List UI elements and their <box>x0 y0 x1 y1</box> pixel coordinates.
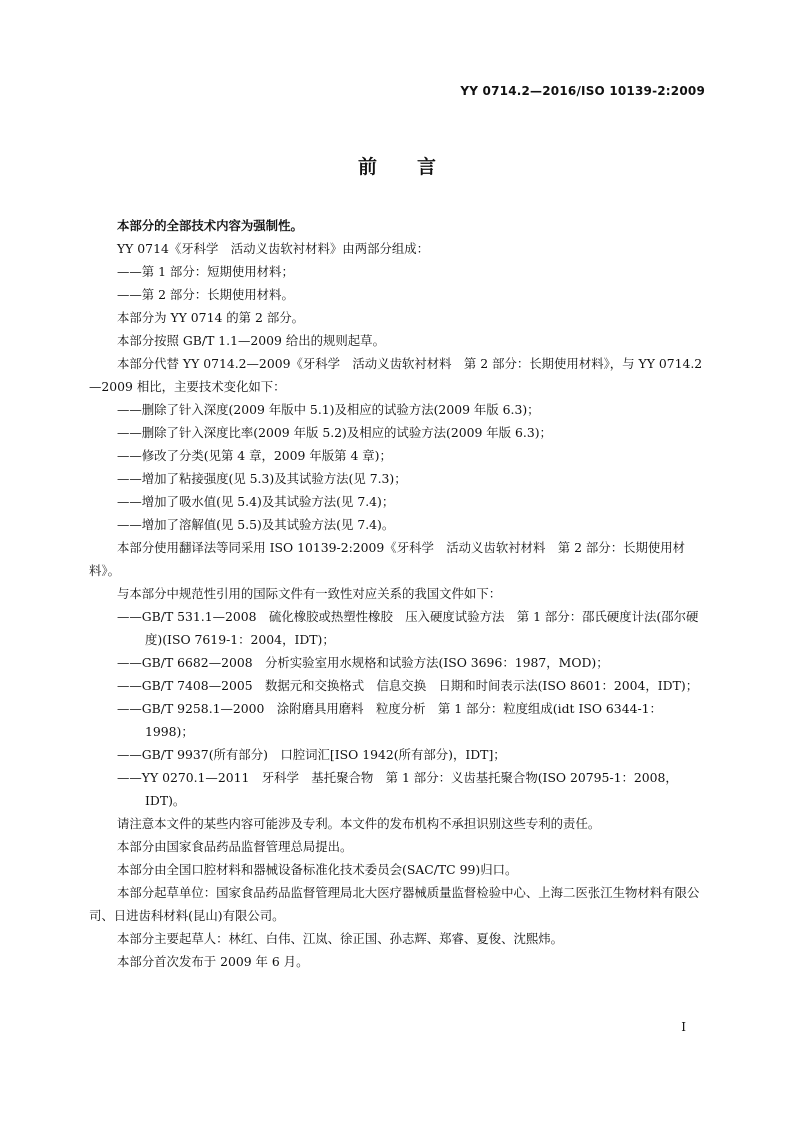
list-item: ——GB/T 9258.1—2000 涂附磨具用磨料 粒度分析 第 1 部分：粒度组成(idt ISO 6344-1：1998)； <box>117 701 662 739</box>
list-item: ——删除了针入深度(2009 年版中 5.1)及相应的试验方法(2009 年版 6.3)； <box>117 402 540 417</box>
paragraph: 本部分为 YY 0714 的第 2 部分。 <box>117 310 304 325</box>
paragraph: 本部分的全部技术内容为强制性。 <box>117 218 303 233</box>
list-item: ——第 2 部分：长期使用材料。 <box>117 287 294 302</box>
paragraph: 本部分起草单位：国家食品药品监督管理局北大医疗器械质量监督检验中心、上海二医张江生物材料有限公司、日进齿科材料(昆山)有限公司。 <box>89 885 700 923</box>
list-item: ——GB/T 9937(所有部分) 口腔词汇[ISO 1942(所有部分)，IDT]； <box>117 747 506 762</box>
paragraph: 本部分按照 GB/T 1.1—2009 给出的规则起草。 <box>117 333 385 348</box>
list-item: ——增加了吸水值(见 5.4)及其试验方法(见 7.4)； <box>117 494 395 509</box>
list-item: ——GB/T 6682—2008 分析实验室用水规格和试验方法(ISO 3696：1987，MOD)； <box>117 655 609 670</box>
paragraph: 本部分首次发布于 2009 年 6 月。 <box>117 954 309 969</box>
list-item: ——增加了粘接强度(见 5.3)及其试验方法(见 7.3)； <box>117 471 407 486</box>
list-item: ——删除了针入深度比率(2009 年版 5.2)及相应的试验方法(2009 年版 6.3)； <box>117 425 552 440</box>
standard-code: YY 0714.2—2016/ISO 10139-2:2009 <box>460 84 705 98</box>
page-number: I <box>681 1020 686 1034</box>
paragraph: 与本部分中规范性引用的国际文件有一致性对应关系的我国文件如下： <box>117 586 502 601</box>
paragraph: 本部分由国家食品药品监督管理总局提出。 <box>117 839 353 854</box>
paragraph: YY 0714《牙科学 活动义齿软衬材料》由两部分组成： <box>117 241 430 256</box>
list-item: ——第 1 部分：短期使用材料； <box>117 264 294 279</box>
paragraph: 本部分主要起草人：林红、白伟、江岚、徐正国、孙志辉、郑睿、夏俊、沈熙炜。 <box>117 931 564 946</box>
page-title: 前言 <box>357 156 476 178</box>
paragraph: 请注意本文件的某些内容可能涉及专利。本文件的发布机构不承担识别这些专利的责任。 <box>117 816 601 831</box>
paragraph: 本部分使用翻译法等同采用 ISO 10139-2:2009《牙科学 活动义齿软衬材料 第 2 部分：长期使用材料》。 <box>89 540 686 578</box>
paragraph: 本部分代替 YY 0714.2—2009《牙科学 活动义齿软衬材料 第 2 部分：长期使用材料》，与 YY 0714.2—2009 相比，主要技术变化如下： <box>89 356 703 394</box>
list-item: ——GB/T 531.1—2008 硫化橡胶或热塑性橡胶 压入硬度试验方法 第 1 部分：邵氏硬度计法(邵尔硬度)(ISO 7619-1：2004，IDT)； <box>117 609 699 647</box>
list-item: ——YY 0270.1—2011 牙科学 基托聚合物 第 1 部分：义齿基托聚合物(ISO 20795-1：2008，IDT)。 <box>117 770 678 808</box>
paragraph: 本部分由全国口腔材料和器械设备标准化技术委员会(SAC/TC 99)归口。 <box>117 862 518 877</box>
list-item: ——增加了溶解值(见 5.5)及其试验方法(见 7.4)。 <box>117 517 395 532</box>
foreword-body <box>89 214 705 973</box>
list-item: ——GB/T 7408—2005 数据元和交换格式 信息交换 日期和时间表示法(ISO 8601：2004，IDT)； <box>117 678 699 693</box>
list-item: ——修改了分类(见第 4 章，2009 年版第 4 章)； <box>117 448 392 463</box>
